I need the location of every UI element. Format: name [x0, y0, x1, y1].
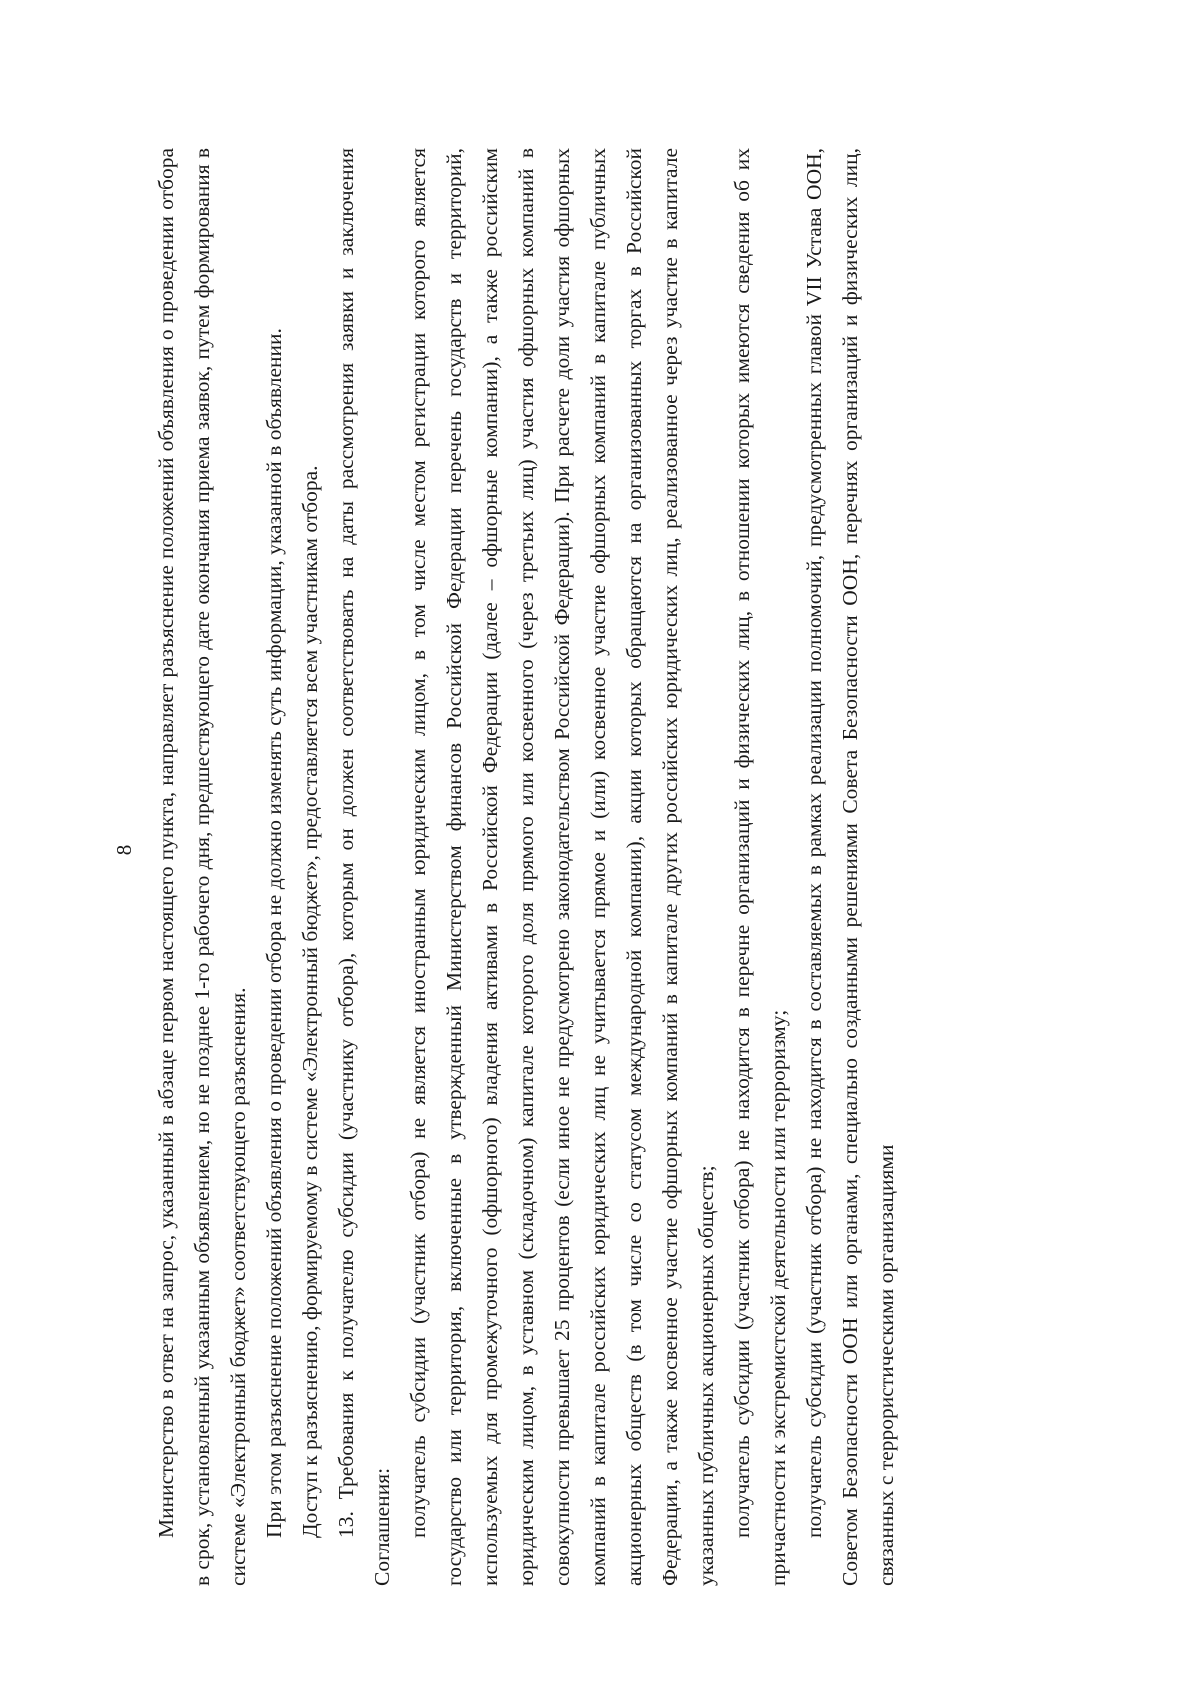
document-body: [148, 148, 904, 1586]
page-number: 8: [112, 844, 136, 856]
paragraph-clarification-access: Доступ к разъяснению, формируемому в системе «Электронный бюджет», предоставляется всем участникам отбора.: [298, 465, 322, 1538]
paragraph-requirement-un-lists: получатель субсидии (участник отбора) не находится в составляемых в рамках реализации полномочий, предусмотренных главой VII Устава ООН, Советом Безопасности ООН или органами, специально созданными решениями Совета Безопасности ООН, перечнях организаций и физических лиц, связанных с террористическими организациями: [802, 148, 898, 1586]
paragraph-requirements-heading: 13. Требования к получателю субсидии (участнику отбора), которым он должен соответствовать на даты рассмотрения заявки и заключения Соглашения:: [334, 148, 394, 1586]
rotated-page-content: [100, 70, 1100, 1630]
paragraph-clarification-deadline: Министерство в ответ на запрос, указанный в абзаце первом настоящего пункта, направляет разъяснение положений объявления о проведении отбора в срок, установленный указанным объявлением, но не позднее 1-го рабочего дня, предшествующего дате окончания приема заявок, путем формирования в системе «Электронный бюджет» соответствующего разъяснения.: [154, 148, 250, 1586]
paragraph-requirement-offshore: получатель субсидии (участник отбора) не является иностранным юридическим лицом, в том числе местом регистрации которого является государство или территория, включенные в утвержденный Министерством финансов Российской Федерации перечень государств и территорий, используемых для промежуточного (офшорного) владения активами в Российской Федерации (далее – офшорные компании), а также российским юридическим лицом, в уставном (складочном) капитале которого доля прямого или косвенного (через третьих лиц) участия офшорных компаний в совокупности превышает 25 процентов (если иное не предусмотрено законодательством Российской Федерации). При расчете доли участия офшорных компаний в капитале российских юридических лиц не учитывается прямое и (или) косвенное участие офшорных компаний в капитале публичных акционерных обществ (в том числе со статусом международной компании), акции которых обращаются на организованных торгах в Российской Федерации, а также косвенное участие офшорных компаний в капитале других российских юридических лиц, реализованное через участие в капитале указанных публичных акционерных обществ;: [406, 148, 718, 1586]
paragraph-clarification-scope: При этом разъяснение положений объявления о проведении отбора не должно изменять суть информации, указанной в объявлении.: [262, 328, 286, 1538]
paragraph-requirement-extremism: получатель субсидии (участник отбора) не находится в перечне организаций и физических лиц, в отношении которых имеются сведения об их причастности к экстремистской деятельности или терроризму;: [730, 148, 790, 1586]
